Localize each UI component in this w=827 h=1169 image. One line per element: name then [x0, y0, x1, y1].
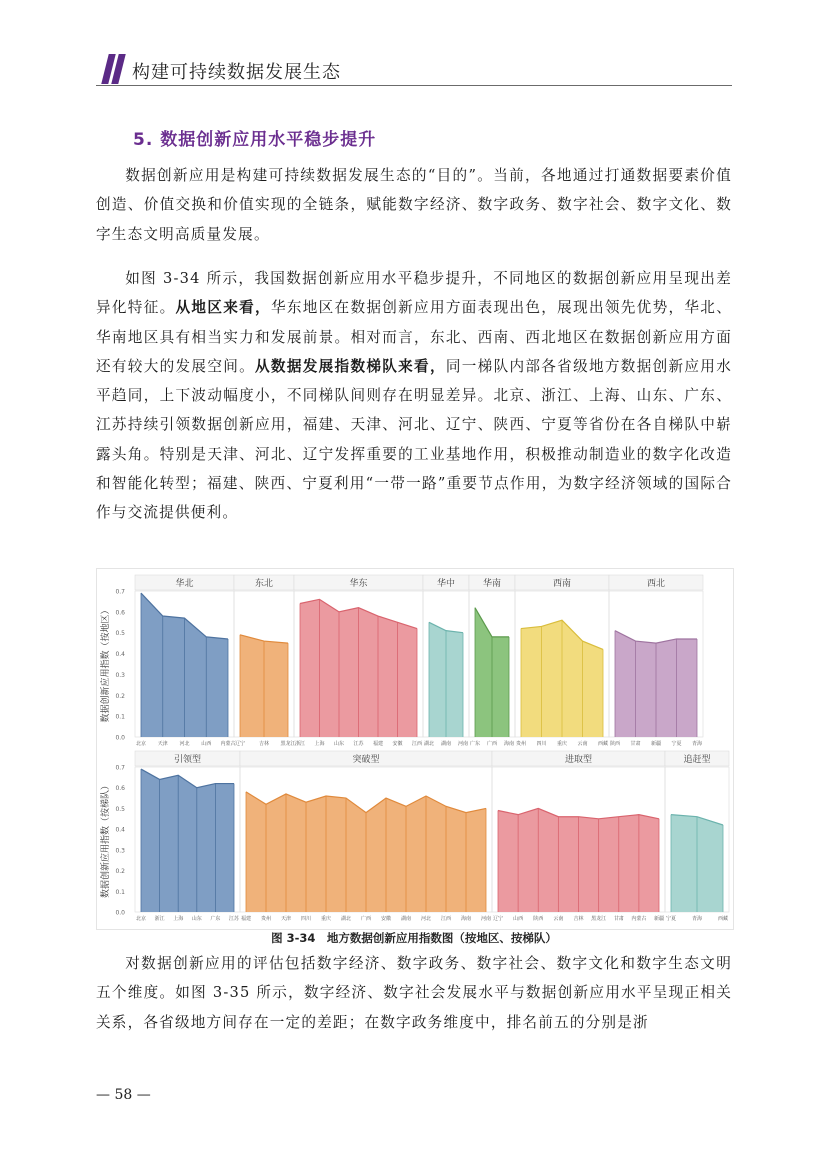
y-tick-label: 0.0: [115, 909, 125, 917]
figure-3-34: [96, 568, 734, 930]
panel-header-label: 东北: [254, 579, 274, 589]
y-tick-label: 0.7: [115, 764, 125, 772]
x-tick-label: 上海: [314, 741, 325, 747]
x-tick-label: 江西: [411, 741, 423, 747]
x-tick-label: 青海: [691, 916, 703, 922]
paragraph-2-intro: 如图 3-34 所示，我国数据创新应用水平稳步提升，不同地区的数据创新应用呈现出差异化特征。: [96, 270, 732, 317]
y-tick-label: 0.1: [115, 713, 125, 721]
x-tick-label: 浙江: [154, 916, 165, 922]
x-tick-label: 河南: [480, 916, 492, 922]
x-tick-label: 西藏: [597, 741, 609, 747]
x-tick-label: 四川: [300, 916, 312, 922]
innovation-index-charts: [97, 569, 733, 929]
x-tick-label: 青海: [691, 741, 703, 747]
x-tick-label: 辽宁: [234, 741, 246, 747]
x-tick-label: 甘肃: [630, 741, 641, 747]
x-tick-label: 黑龙江: [280, 741, 296, 747]
y-tick-label: 0.6: [115, 609, 125, 617]
x-tick-label: 云南: [577, 741, 588, 747]
page-number: — 58 —: [96, 1087, 151, 1103]
panel-header-label: 华南: [482, 579, 502, 589]
x-tick-label: 广西: [486, 741, 498, 747]
y-axis-label: 数据创新应用指数（按地区）: [101, 605, 111, 723]
x-tick-label: 湖北: [423, 741, 435, 747]
x-tick-label: 福建: [372, 741, 384, 747]
x-tick-label: 山东: [191, 916, 202, 922]
x-tick-label: 重庆: [556, 741, 568, 747]
y-tick-label: 0.4: [115, 826, 125, 834]
x-tick-label: 天津: [280, 916, 292, 922]
x-tick-label: 江苏: [228, 916, 240, 922]
x-tick-label: 四川: [536, 741, 547, 747]
y-tick-label: 0.5: [115, 805, 125, 813]
panel-header-label: 西北: [646, 579, 666, 589]
x-tick-label: 陕西: [533, 916, 544, 922]
x-tick-label: 海南: [460, 916, 472, 922]
x-tick-label: 新疆: [653, 916, 665, 922]
y-axis-label: 数据创新应用指数（按梯队）: [101, 780, 111, 899]
x-tick-label: 陕西: [609, 741, 621, 747]
paragraph-1: 数据创新应用是构建可持续数据发展生态的“目的”。当前，各地通过打通数据要素价值创造、价值交换和价值实现的全链条，赋能数字经济、数字政务、数字社会、数字文化、数字生态文明高质量发展。: [96, 167, 732, 243]
x-tick-label: 贵州: [260, 916, 272, 922]
x-tick-label: 吉林: [573, 916, 584, 922]
running-header-title: 构建可持续数据发展生态: [132, 62, 341, 83]
x-tick-label: 安徽: [392, 741, 403, 747]
x-tick-label: 新疆: [650, 741, 662, 747]
y-tick-label: 0.4: [115, 651, 125, 659]
x-tick-label: 安徽: [380, 916, 392, 922]
x-tick-label: 浙江: [294, 741, 306, 747]
panel-header-label: 华北: [175, 579, 194, 589]
paragraph-2-emphasis-tier: 从数据发展指数梯队来看，: [255, 357, 446, 375]
header-logo-bars: [103, 54, 127, 84]
x-tick-label: 江苏: [353, 741, 364, 747]
x-tick-label: 北京: [135, 741, 147, 747]
header-rule: [96, 85, 732, 86]
panel-header-label: 华东: [349, 579, 368, 589]
panel-header-label: 西南: [552, 579, 572, 589]
x-tick-label: 湖南: [440, 741, 452, 747]
x-tick-label: 河北: [420, 916, 432, 922]
x-tick-label: 山东: [333, 741, 345, 747]
x-tick-label: 云南: [553, 916, 564, 922]
x-tick-label: 山西: [513, 916, 524, 922]
x-tick-label: 上海: [173, 916, 184, 922]
y-tick-label: 0.5: [115, 630, 125, 638]
paragraph-2-region-text: 华东地区在数据创新应用方面表现出色，展现出领先优势，华北、华南地区具有相当实力和发展前景。相对而言，东北、西南、西北地区在数据创新应用方面还有较大的发展空间。: [96, 299, 732, 375]
x-tick-label: 黑龙江: [591, 916, 607, 922]
x-tick-label: 北京: [135, 916, 147, 922]
x-tick-label: 河南: [457, 741, 469, 747]
panel-header-label: 追赶型: [683, 755, 711, 765]
paragraph-2: [96, 264, 732, 528]
x-tick-label: 甘肃: [613, 916, 624, 922]
x-tick-label: 海南: [503, 741, 515, 747]
x-tick-label: 广东: [210, 916, 221, 922]
x-tick-label: 江西: [440, 916, 452, 922]
paragraph-2-tier-text: 同一梯队内部各省级地方数据创新应用水平趋同，上下波动幅度小，不同梯队间则存在明显差异。北京、浙江、上海、山东、广东、江苏持续引领数据创新应用，福建、天津、河北、辽宁、陕西、宁夏等省份在各自梯队中崭露头角。特别是天津、河北、辽宁发挥重要的工业基地作用，积极推动制造业的数字化改造和智能化转型；福建、陕西、宁夏利用“一带一路”重要节点作用，为数字经济领域的国际合作与交流提供便利。: [96, 357, 732, 522]
y-tick-label: 0.3: [115, 671, 125, 679]
x-tick-label: 贵州: [515, 741, 527, 747]
panel-header-label: 引领型: [173, 755, 202, 765]
section-title: 5. 数据创新应用水平稳步提升: [133, 130, 377, 150]
x-tick-label: 山西: [201, 741, 212, 747]
y-tick-label: 0.6: [115, 785, 125, 793]
x-tick-label: 吉林: [258, 741, 270, 747]
y-tick-label: 0.1: [115, 888, 125, 896]
x-tick-label: 内蒙古: [220, 741, 236, 747]
x-tick-label: 西藏: [717, 916, 729, 922]
panel-header-label: 华中: [436, 579, 456, 589]
x-tick-label: 河北: [179, 741, 190, 747]
paragraph-3: 对数据创新应用的评估包括数字经济、数字政务、数字社会、数字文化和数字生态文明五个维度。如图 3-35 所示，数字经济、数字社会发展水平与数据创新应用水平呈现正相关关系，各省级地方间存在一定的差距；在数字政务维度中，排名前五的分别是浙: [96, 955, 732, 1031]
x-tick-label: 重庆: [320, 916, 332, 922]
x-tick-label: 广东: [469, 741, 481, 747]
y-tick-label: 0.3: [115, 847, 125, 855]
figure-caption: 图 3-34 地方数据创新应用指数图（按地区、按梯队）: [271, 931, 557, 945]
x-tick-label: 湖北: [340, 916, 352, 922]
panel-header-label: 进取型: [564, 755, 593, 765]
y-tick-label: 0.7: [115, 588, 125, 596]
x-tick-label: 辽宁: [492, 916, 504, 922]
y-tick-label: 0.2: [115, 692, 125, 700]
y-tick-label: 0.2: [115, 868, 125, 876]
x-tick-label: 天津: [157, 741, 168, 747]
panel-header-label: 突破型: [352, 755, 380, 765]
x-tick-label: 福建: [240, 916, 252, 922]
x-tick-label: 内蒙古: [631, 916, 647, 922]
x-tick-label: 宁夏: [671, 741, 682, 747]
y-tick-label: 0.0: [115, 734, 125, 742]
area-series-引领型: [141, 769, 234, 912]
x-tick-label: 广西: [360, 916, 372, 922]
x-tick-label: 宁夏: [665, 916, 677, 922]
x-tick-label: 湖南: [400, 916, 412, 922]
paragraph-2-emphasis-region: 从地区来看，: [175, 299, 271, 317]
